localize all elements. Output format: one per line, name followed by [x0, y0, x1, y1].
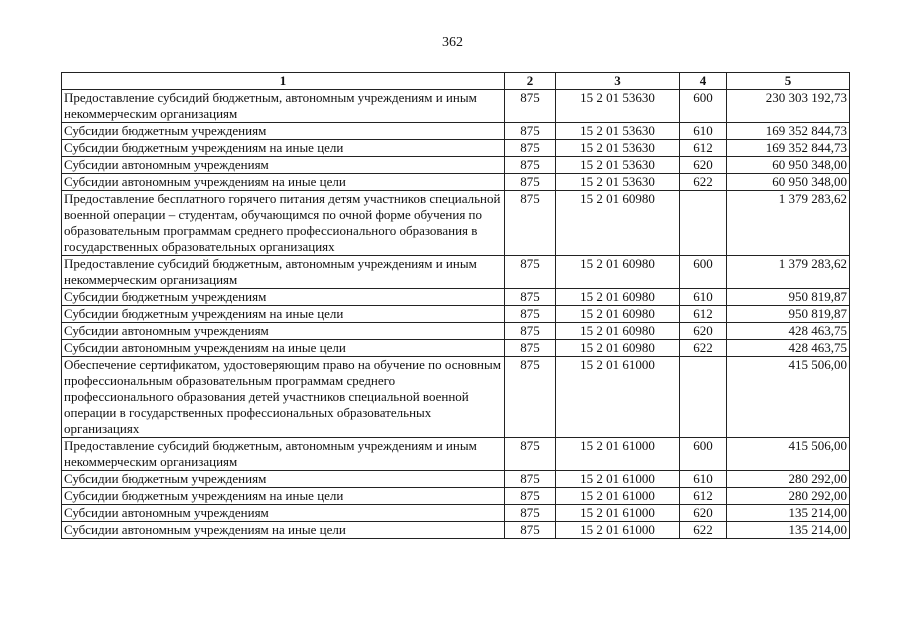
row-name-cell: Предоставление субсидий бюджетным, автономным учреждениям и иным некоммерческим организациям: [62, 256, 505, 289]
row-name-cell: Предоставление субсидий бюджетным, автономным учреждениям и иным некоммерческим организациям: [62, 90, 505, 123]
row-gr-cell: 875: [505, 174, 556, 191]
table-row: [62, 306, 850, 323]
row-sum-cell: 950 819,87: [727, 306, 850, 323]
row-sum-cell: 280 292,00: [727, 471, 850, 488]
table-row: [62, 438, 850, 471]
row-vr-cell: 600: [680, 90, 727, 123]
row-gr-cell: 875: [505, 306, 556, 323]
row-vr-cell: [680, 191, 727, 256]
table-row: [62, 340, 850, 357]
row-vr-cell: 612: [680, 306, 727, 323]
row-vr-cell: 610: [680, 471, 727, 488]
header-col-1: 1: [62, 73, 505, 90]
table-row: [62, 174, 850, 191]
row-name-cell: Обеспечение сертификатом, удостоверяющим право на обучение по основным профессиональным образовательным программам среднего профессионального образования детей участников специальной военной операции в государственных профессиональных образовательных организациях: [62, 357, 505, 438]
row-csr-cell: 15 2 01 61000: [556, 471, 680, 488]
row-gr-cell: 875: [505, 340, 556, 357]
row-gr-cell: 875: [505, 157, 556, 174]
header-col-4: 4: [680, 73, 727, 90]
row-csr-cell: 15 2 01 53630: [556, 90, 680, 123]
table-row: [62, 90, 850, 123]
row-gr-cell: 875: [505, 90, 556, 123]
row-sum-cell: 230 303 192,73: [727, 90, 850, 123]
row-vr-cell: 620: [680, 157, 727, 174]
row-vr-cell: 612: [680, 488, 727, 505]
row-name-cell: Субсидии бюджетным учреждениям: [62, 471, 505, 488]
row-gr-cell: 875: [505, 323, 556, 340]
row-vr-cell: 622: [680, 340, 727, 357]
row-csr-cell: 15 2 01 61000: [556, 522, 680, 539]
row-name-cell: Субсидии бюджетным учреждениям: [62, 289, 505, 306]
row-csr-cell: 15 2 01 60980: [556, 340, 680, 357]
table-row: [62, 123, 850, 140]
table-body: [62, 90, 850, 539]
row-csr-cell: 15 2 01 61000: [556, 488, 680, 505]
row-gr-cell: 875: [505, 289, 556, 306]
row-sum-cell: 950 819,87: [727, 289, 850, 306]
row-sum-cell: 1 379 283,62: [727, 256, 850, 289]
row-name-cell: Субсидии бюджетным учреждениям на иные цели: [62, 488, 505, 505]
row-sum-cell: 428 463,75: [727, 323, 850, 340]
row-name-cell: Предоставление субсидий бюджетным, автономным учреждениям и иным некоммерческим организациям: [62, 438, 505, 471]
row-vr-cell: 600: [680, 256, 727, 289]
row-sum-cell: 1 379 283,62: [727, 191, 850, 256]
row-gr-cell: 875: [505, 438, 556, 471]
row-csr-cell: 15 2 01 61000: [556, 357, 680, 438]
budget-table: [61, 72, 850, 539]
row-name-cell: Субсидии автономным учреждениям: [62, 323, 505, 340]
row-gr-cell: 875: [505, 505, 556, 522]
row-csr-cell: 15 2 01 60980: [556, 306, 680, 323]
table-row: [62, 323, 850, 340]
row-vr-cell: [680, 357, 727, 438]
header-col-3: 3: [556, 73, 680, 90]
row-csr-cell: 15 2 01 53630: [556, 157, 680, 174]
row-sum-cell: 60 950 348,00: [727, 174, 850, 191]
row-gr-cell: 875: [505, 123, 556, 140]
header-col-2: 2: [505, 73, 556, 90]
page-number: 362: [442, 35, 463, 50]
row-gr-cell: 875: [505, 140, 556, 157]
row-sum-cell: 135 214,00: [727, 505, 850, 522]
row-csr-cell: 15 2 01 53630: [556, 174, 680, 191]
row-vr-cell: 620: [680, 323, 727, 340]
row-csr-cell: 15 2 01 61000: [556, 438, 680, 471]
table-row: [62, 505, 850, 522]
row-gr-cell: 875: [505, 522, 556, 539]
row-gr-cell: 875: [505, 471, 556, 488]
row-name-cell: Субсидии бюджетным учреждениям: [62, 123, 505, 140]
table-row: [62, 522, 850, 539]
row-vr-cell: 610: [680, 289, 727, 306]
row-name-cell: Субсидии автономным учреждениям на иные цели: [62, 522, 505, 539]
row-gr-cell: 875: [505, 191, 556, 256]
row-vr-cell: 620: [680, 505, 727, 522]
row-sum-cell: 415 506,00: [727, 357, 850, 438]
row-name-cell: Предоставление бесплатного горячего питания детям участников специальной военной операции – студентам, обучающимся по очной форме обучения по образовательным программам среднего профессионального образования в государственных образовательных организациях: [62, 191, 505, 256]
table-row: [62, 157, 850, 174]
row-name-cell: Субсидии автономным учреждениям: [62, 505, 505, 522]
row-sum-cell: 60 950 348,00: [727, 157, 850, 174]
row-csr-cell: 15 2 01 61000: [556, 505, 680, 522]
row-name-cell: Субсидии автономным учреждениям на иные цели: [62, 174, 505, 191]
row-csr-cell: 15 2 01 60980: [556, 289, 680, 306]
row-gr-cell: 875: [505, 256, 556, 289]
row-sum-cell: 169 352 844,73: [727, 123, 850, 140]
row-vr-cell: 622: [680, 174, 727, 191]
row-csr-cell: 15 2 01 53630: [556, 123, 680, 140]
row-csr-cell: 15 2 01 60980: [556, 323, 680, 340]
header-col-5: 5: [727, 73, 850, 90]
row-vr-cell: 612: [680, 140, 727, 157]
table-row: [62, 357, 850, 438]
row-name-cell: Субсидии бюджетным учреждениям на иные цели: [62, 140, 505, 157]
row-sum-cell: 169 352 844,73: [727, 140, 850, 157]
row-csr-cell: 15 2 01 60980: [556, 256, 680, 289]
row-vr-cell: 622: [680, 522, 727, 539]
row-name-cell: Субсидии автономным учреждениям на иные цели: [62, 340, 505, 357]
table-row: [62, 256, 850, 289]
row-sum-cell: 135 214,00: [727, 522, 850, 539]
row-sum-cell: 280 292,00: [727, 488, 850, 505]
row-sum-cell: 415 506,00: [727, 438, 850, 471]
row-vr-cell: 600: [680, 438, 727, 471]
row-vr-cell: 610: [680, 123, 727, 140]
table-row: [62, 140, 850, 157]
table-row: [62, 289, 850, 306]
row-gr-cell: 875: [505, 357, 556, 438]
row-name-cell: Субсидии автономным учреждениям: [62, 157, 505, 174]
table-row: [62, 488, 850, 505]
row-name-cell: Субсидии бюджетным учреждениям на иные цели: [62, 306, 505, 323]
table-header-row: [62, 73, 850, 90]
row-csr-cell: 15 2 01 53630: [556, 140, 680, 157]
table-row: [62, 471, 850, 488]
table-row: [62, 191, 850, 256]
row-sum-cell: 428 463,75: [727, 340, 850, 357]
row-csr-cell: 15 2 01 60980: [556, 191, 680, 256]
row-gr-cell: 875: [505, 488, 556, 505]
